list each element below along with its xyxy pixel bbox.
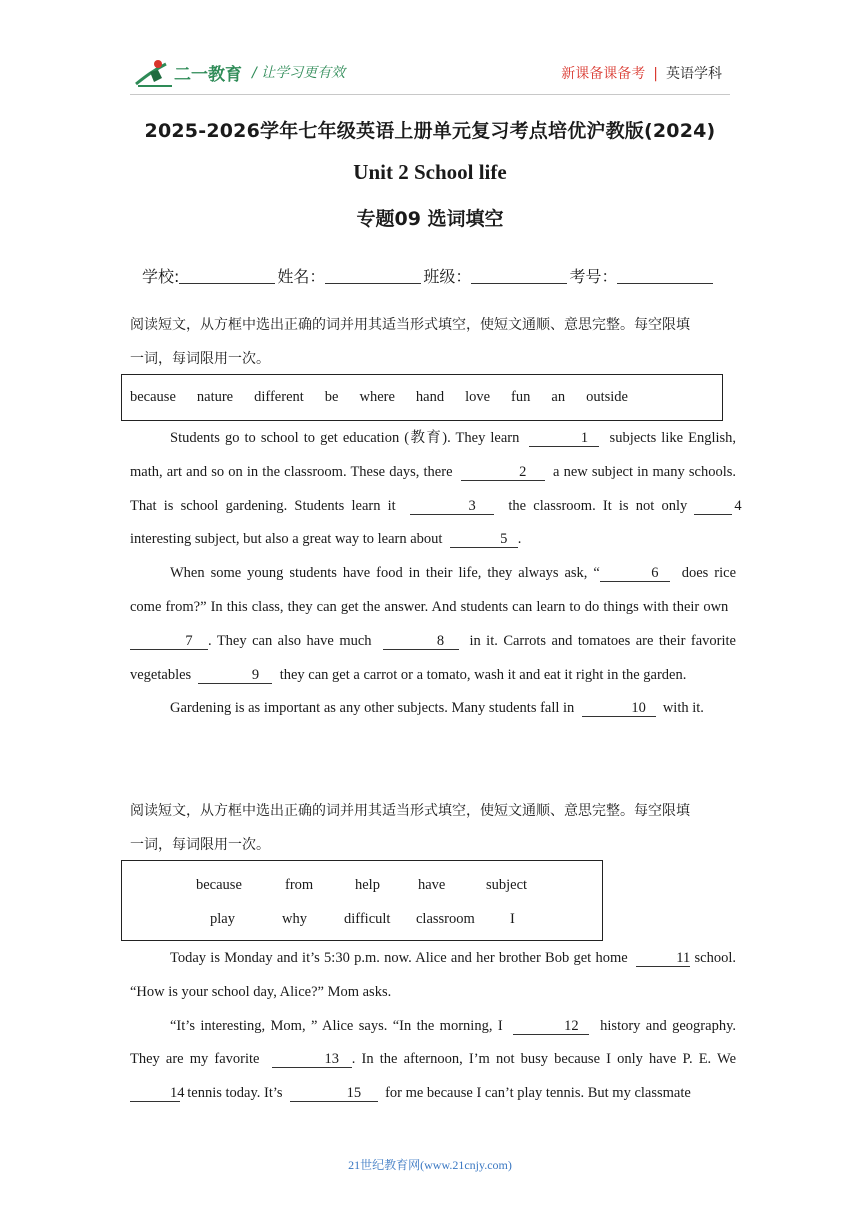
word-option: fun: [511, 389, 531, 405]
answer-blank-6[interactable]: 6: [600, 565, 670, 582]
header-separator: |: [653, 66, 658, 82]
passage1-paragraph2: When some young students have food in their life, they always ask, “ 6 does rice come from?” In this class, they can get the answer. And students can learn to do things with their own 7 . They can also have much 8 in it. Carrots and tomatoes are their favorite vegetables 9 they can get a carrot or a tomato, wash it and eat it right in the garden.: [130, 565, 737, 683]
number-blank[interactable]: [617, 267, 713, 284]
word-option: different: [254, 389, 304, 405]
answer-blank-8[interactable]: 8: [383, 633, 459, 650]
instruction-line: 阅读短文，从方框中选出正确的词并用其适当形式填空，使短文通顺、意思完整。每空限填: [130, 803, 690, 819]
student-info-line: [142, 264, 715, 287]
school-label: 学校:: [142, 267, 180, 286]
passage2-paragraph2: “It’s interesting, Mom, ” Alice says. “In the morning, I 12 history and geography. They are my favorite 13 . In the afternoon, I’m not busy because I only have P. E. We 14 tennis today. It’s 15 for me because I can’t play tennis. But my classmate: [130, 1017, 737, 1102]
word-option: an: [551, 389, 566, 405]
word-option: because: [196, 877, 242, 893]
answer-blank-5[interactable]: 5: [450, 531, 518, 548]
word-option: from: [285, 877, 314, 893]
answer-blank-3[interactable]: 3: [410, 498, 494, 515]
word-option: difficult: [344, 911, 391, 927]
answer-blank-10[interactable]: 10: [582, 700, 656, 717]
word-option: love: [465, 389, 491, 405]
word-option: nature: [196, 389, 234, 405]
section2-instruction: [130, 795, 736, 863]
brand-logo: [132, 58, 242, 90]
word-option: help: [355, 877, 380, 893]
word-option: have: [418, 877, 446, 893]
instruction-line: 一词，每词限用一次。: [130, 836, 270, 853]
passage-2: [130, 942, 736, 1111]
class-label: 班级：: [423, 267, 472, 286]
answer-blank-12[interactable]: 12: [513, 1018, 589, 1035]
class-blank[interactable]: [471, 267, 567, 284]
topic-title: 专题09 选词填空: [356, 208, 504, 230]
word-option: play: [210, 911, 235, 927]
answer-blank-11[interactable]: 11: [636, 950, 690, 967]
school-blank[interactable]: [179, 267, 275, 284]
slogan: / 让学习更有效: [252, 65, 346, 81]
word-box-2: [121, 860, 603, 941]
name-label: 姓名：: [277, 267, 326, 286]
number-label: 考号：: [569, 267, 618, 286]
word-option: where: [359, 389, 395, 405]
passage2-paragraph1: Today is Monday and it’s 5:30 p.m. now. Alice and her brother Bob get home 11 school. “How is your school day, Alice?” Mom asks.: [130, 950, 737, 1000]
passage1-paragraph3: Gardening is as important as any other subjects. Many students fall in 10 with it.: [170, 700, 704, 717]
word-option: hand: [415, 389, 445, 405]
answer-blank-13[interactable]: 13: [272, 1051, 352, 1068]
brand-name: 二一教育: [174, 65, 242, 85]
word-option: subject: [486, 877, 528, 893]
answer-blank-7[interactable]: 7: [130, 633, 208, 650]
instruction-line: 一词，每词限用一次。: [130, 350, 270, 367]
answer-blank-15[interactable]: 15: [290, 1085, 378, 1102]
answer-blank-4[interactable]: 4: [694, 498, 732, 515]
header-divider: [130, 94, 730, 95]
word-option: I: [510, 911, 515, 927]
word-option: classroom: [416, 911, 475, 927]
word-option: outside: [586, 389, 628, 405]
section1-instruction: [130, 309, 736, 377]
word-box-1: [121, 374, 723, 421]
instruction-line: 阅读短文，从方框中选出正确的词并用其适当形式填空，使短文通顺、意思完整。每空限填: [130, 317, 690, 333]
header-tag-prep: 新课备课备考: [561, 66, 646, 82]
word-option: because: [130, 389, 176, 405]
name-blank[interactable]: [325, 267, 421, 284]
doc-title: 2025-2026学年七年级英语上册单元复习考点培优沪教版(2024): [144, 120, 716, 142]
header-right: [561, 63, 722, 83]
answer-blank-9[interactable]: 9: [198, 667, 272, 684]
passage-1: [130, 422, 742, 726]
word-option: why: [282, 911, 307, 927]
word-list: [130, 389, 649, 406]
word-option: be: [324, 389, 339, 405]
answer-blank-1[interactable]: 1: [529, 430, 599, 447]
passage1-paragraph1: Students go to school to get education (教育). They learn 1 subjects like English, math, art and so on in the classroom. These days, there 2 a new subject in many schools. That is school gardening. Students learn it 3 the classroom. It is not only 4 interesting subject, but also a great way to learn about 5 .: [130, 430, 742, 548]
answer-blank-2[interactable]: 2: [461, 464, 545, 481]
answer-blank-14[interactable]: 14: [130, 1085, 180, 1102]
header-tag-subject: 英语学科: [666, 66, 722, 82]
unit-title: Unit 2 School life: [353, 160, 507, 184]
footer-source[interactable]: 21世纪教育网(www.21cnjy.com): [348, 1158, 512, 1172]
